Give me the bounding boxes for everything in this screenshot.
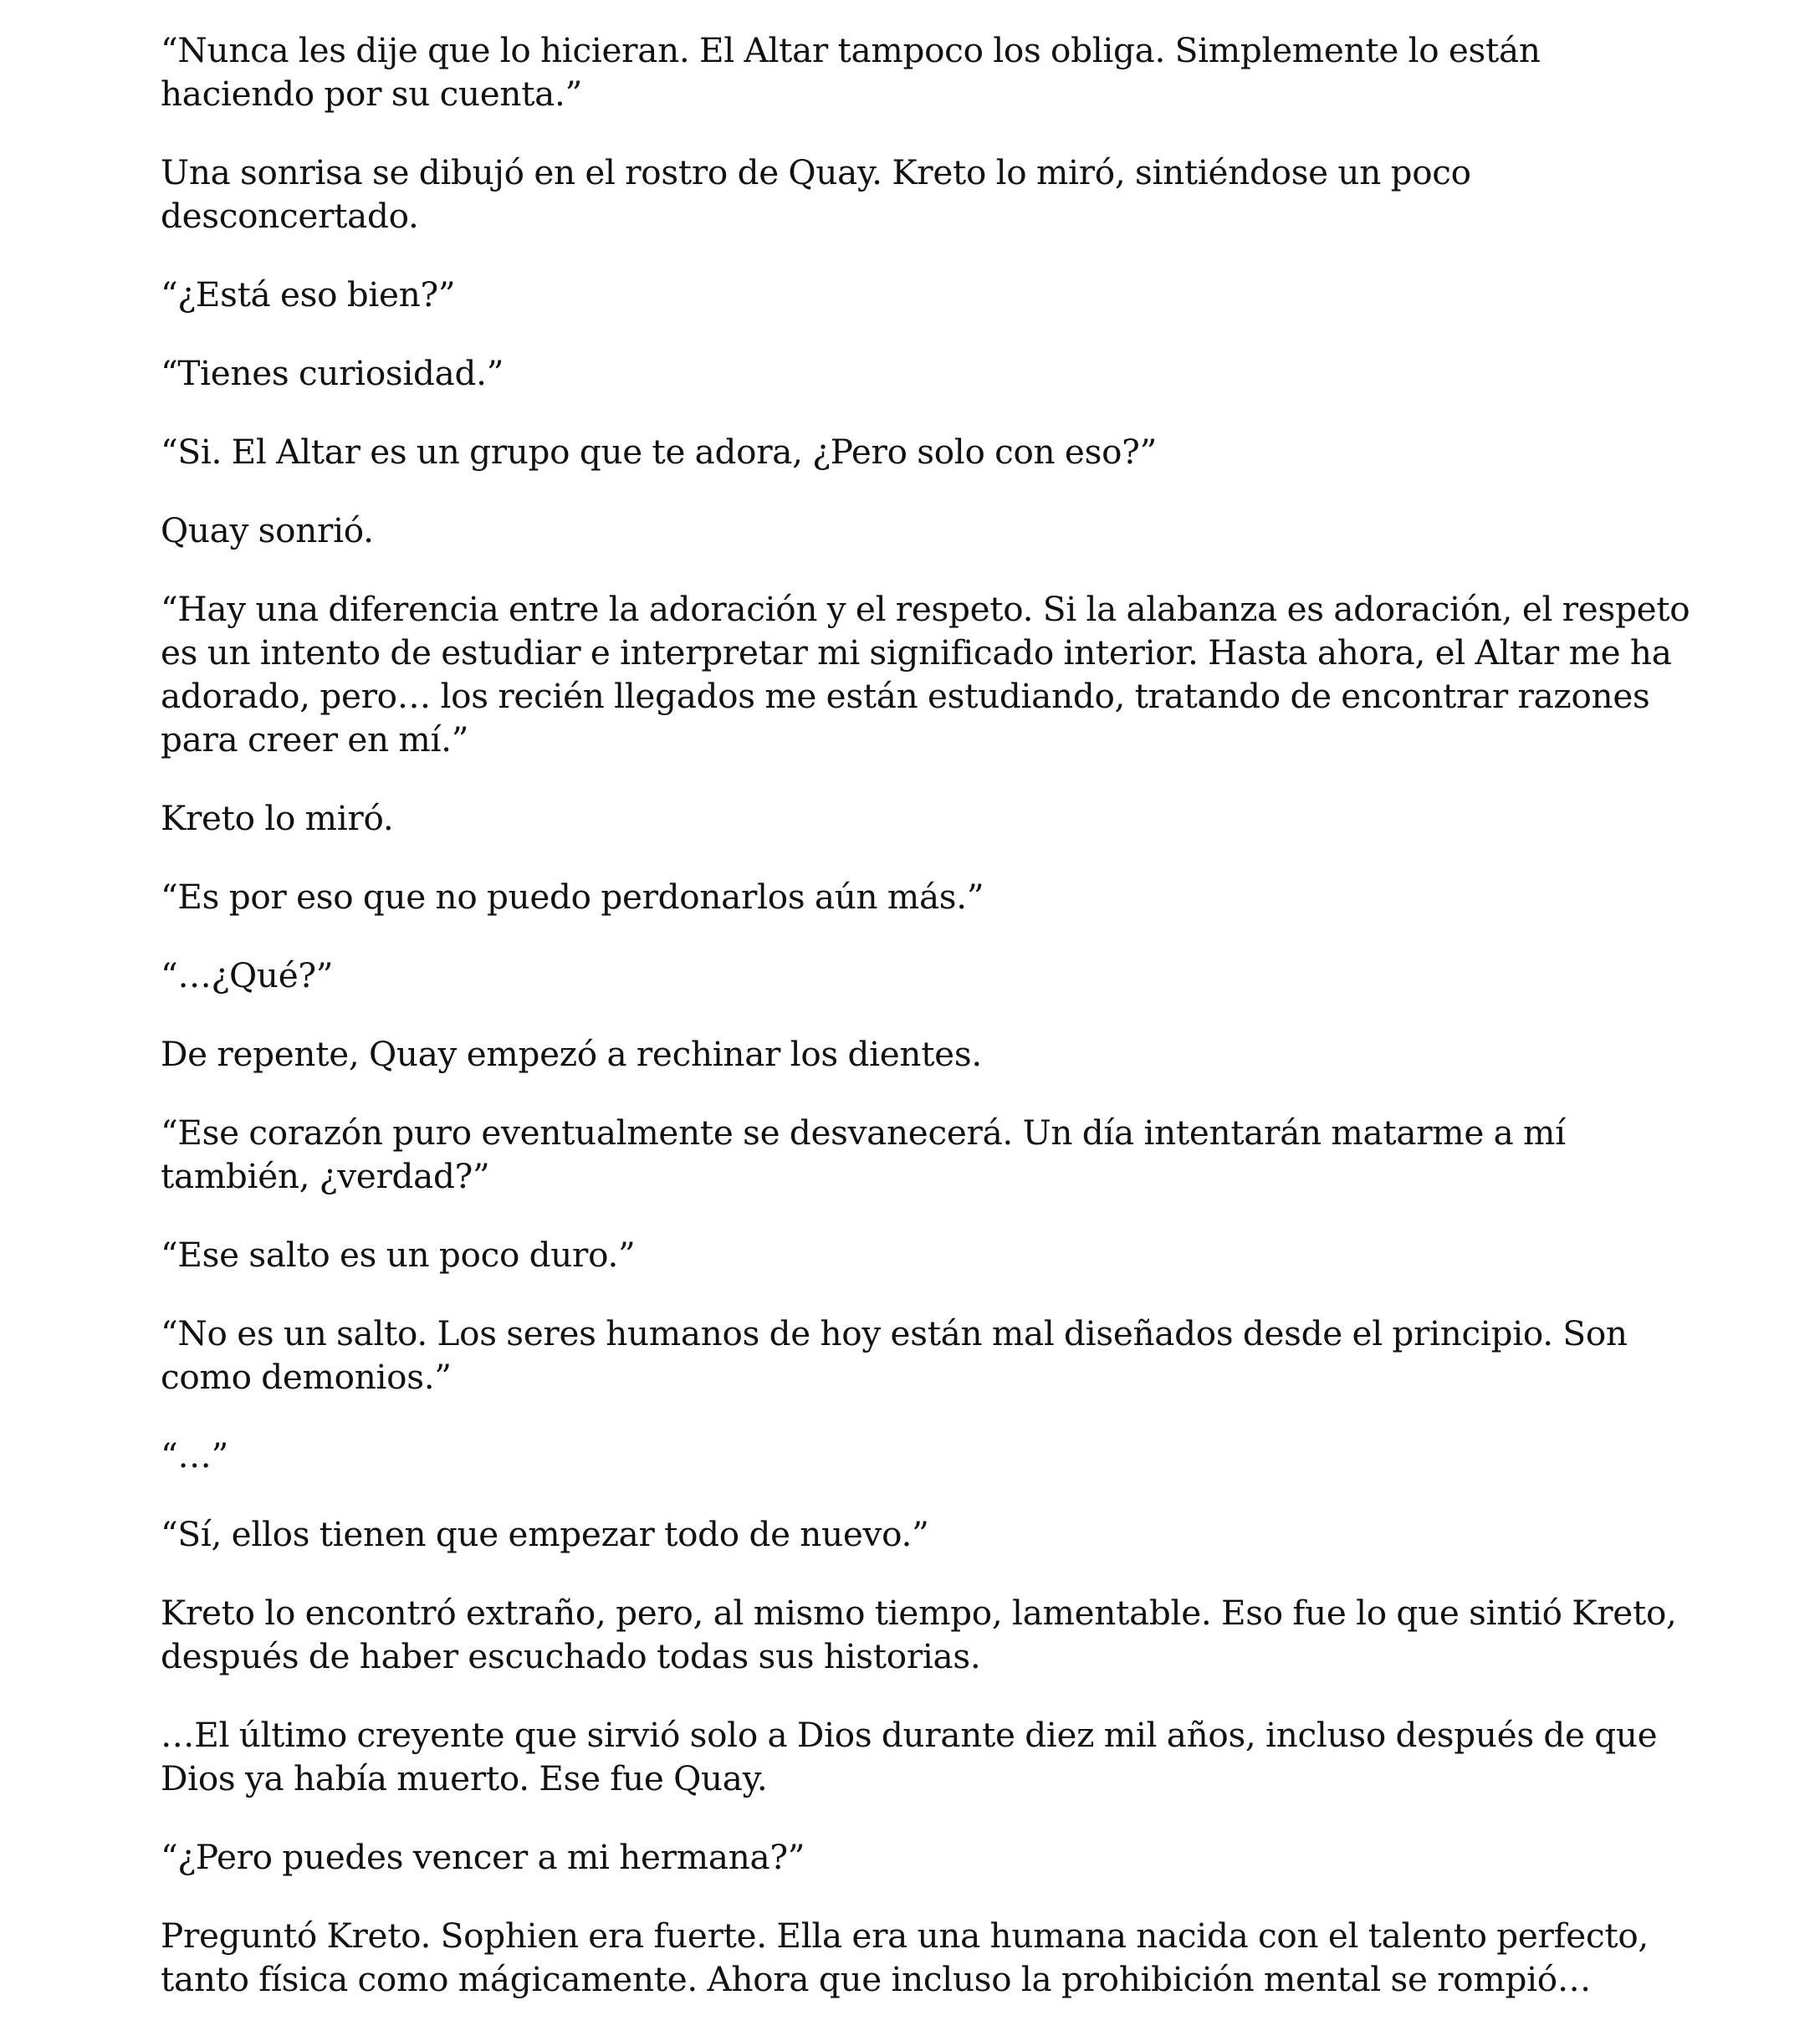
paragraph-18: …El último creyente que sirvió solo a Dios durante diez mil años, incluso después de que Dios ya había muerto. Ese fue Quay. (161, 1715, 1658, 1798)
paragraph-1: “Nunca les dije que lo hicieran. El Altar tampoco los obliga. Simplemente lo están haciendo por su cuenta.” (161, 30, 1541, 114)
paragraph-19: “¿Pero puedes vencer a mi hermana?” (161, 1837, 805, 1877)
paragraph-3: “¿Está eso bien?” (161, 274, 456, 315)
document-body (161, 28, 1691, 2036)
paragraph-4: “Tienes curiosidad.” (161, 353, 504, 393)
paragraph-2: Una sonrisa se dibujó en el rostro de Quay. Kreto lo miró, sintiéndose un poco desconcertado. (161, 152, 1471, 236)
paragraph-8: Kreto lo miró. (161, 798, 394, 838)
paragraph-16: “Sí, ellos tienen que empezar todo de nuevo.” (161, 1514, 929, 1554)
paragraph-14: “No es un salto. Los seres humanos de hoy están mal diseñados desde el principio. Son como demonios.” (161, 1313, 1628, 1397)
paragraph-11: De repente, Quay empezó a rechinar los dientes. (161, 1034, 982, 1074)
paragraph-13: “Ese salto es un poco duro.” (161, 1235, 636, 1275)
paragraph-12: “Ese corazón puro eventualmente se desvanecerá. Un día intentarán matarme a mí también, ¿verdad?” (161, 1113, 1566, 1196)
paragraph-6: Quay sonrió. (161, 510, 374, 550)
paragraph-5: “Si. El Altar es un grupo que te adora, ¿Pero solo con eso?” (161, 432, 1157, 472)
paragraph-20: Preguntó Kreto. Sophien era fuerte. Ella era una humana nacida con el talento perfecto, tanto física como mágicamente. Ahora que incluso la prohibición mental se rompió… (161, 1916, 1649, 1999)
paragraph-9: “Es por eso que no puedo perdonarlos aún más.” (161, 877, 984, 917)
paragraph-17: Kreto lo encontró extraño, pero, al mismo tiempo, lamentable. Eso fue lo que sintió Kreto, después de haber escuchado todas sus historias. (161, 1593, 1677, 1676)
paragraph-15: “…” (161, 1435, 229, 1476)
paragraph-10: “…¿Qué?” (161, 955, 334, 995)
paragraph-7: “Hay una diferencia entre la adoración y el respeto. Si la alabanza es adoración, el respeto es un intento de estudiar e interpretar mi significado interior. Hasta ahora, el Altar me ha adorado, pero… los recién llegados me están estudiando, tratando de encontrar razones para creer en mí.” (161, 589, 1690, 760)
